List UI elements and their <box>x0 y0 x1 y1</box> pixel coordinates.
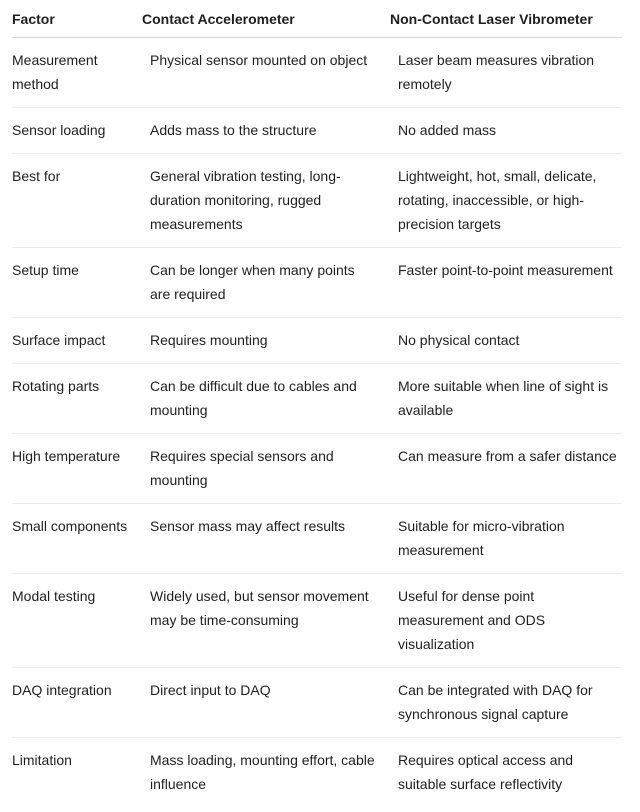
cell-laser: Laser beam measures vibration remotely <box>390 38 622 108</box>
table-row <box>12 574 622 668</box>
cell-factor: DAQ integration <box>12 668 142 738</box>
header-contact-accelerometer: Contact Accelerometer <box>142 0 390 38</box>
cell-contact: Requires special sensors and mounting <box>142 434 390 504</box>
cell-laser: Can be integrated with DAQ for synchronous signal capture <box>390 668 622 738</box>
table-row <box>12 434 622 504</box>
table-row <box>12 154 622 248</box>
table-row <box>12 108 622 154</box>
comparison-table <box>12 0 622 807</box>
table-row <box>12 364 622 434</box>
table-row <box>12 38 622 108</box>
header-laser-vibrometer: Non-Contact Laser Vibrometer <box>390 0 622 38</box>
cell-contact: Can be longer when many points are required <box>142 248 390 318</box>
header-factor: Factor <box>12 0 142 38</box>
cell-contact: General vibration testing, long-duration monitoring, rugged measurements <box>142 154 390 248</box>
cell-factor: Modal testing <box>12 574 142 668</box>
cell-laser: Faster point-to-point measurement <box>390 248 622 318</box>
cell-factor: Sensor loading <box>12 108 142 154</box>
cell-laser: Lightweight, hot, small, delicate, rotating, inaccessible, or high-precision targets <box>390 154 622 248</box>
cell-factor: Best for <box>12 154 142 248</box>
cell-laser: No added mass <box>390 108 622 154</box>
cell-factor: Rotating parts <box>12 364 142 434</box>
cell-factor: Limitation <box>12 752 72 768</box>
table-row <box>12 504 622 574</box>
comparison-table-container <box>12 0 622 807</box>
cell-contact: Widely used, but sensor movement may be time-consuming <box>142 574 390 668</box>
cell-laser: More suitable when line of sight is available <box>390 364 622 434</box>
table-row <box>12 248 622 318</box>
cell-laser: Can measure from a safer distance <box>390 434 622 504</box>
cell-contact: Direct input to DAQ <box>142 668 390 738</box>
cell-factor: Setup time <box>12 248 142 318</box>
cell-contact: Can be difficult due to cables and mounting <box>142 364 390 434</box>
cell-contact: Mass loading, mounting effort, cable influence <box>150 752 375 792</box>
cell-factor: High temperature <box>12 434 142 504</box>
table-row <box>12 668 622 738</box>
cell-laser: No physical contact <box>390 318 622 364</box>
cell-factor: Measurement method <box>12 38 142 108</box>
cell-contact: Sensor mass may affect results <box>142 504 390 574</box>
table-header <box>12 0 622 38</box>
table-body <box>12 38 622 808</box>
table-row <box>12 318 622 364</box>
cell-contact: Requires mounting <box>142 318 390 364</box>
cell-factor: Small components <box>12 504 142 574</box>
cell-factor: Surface impact <box>12 318 142 364</box>
header-row <box>12 0 622 38</box>
cell-contact: Adds mass to the structure <box>142 108 390 154</box>
cell-laser: Suitable for micro-vibration measurement <box>390 504 622 574</box>
cell-laser: Requires optical access and suitable surface reflectivity <box>398 752 574 792</box>
cell-contact: Physical sensor mounted on object <box>142 38 390 108</box>
cell-laser: Useful for dense point measurement and ODS visualization <box>390 574 622 668</box>
table-row <box>12 738 622 808</box>
